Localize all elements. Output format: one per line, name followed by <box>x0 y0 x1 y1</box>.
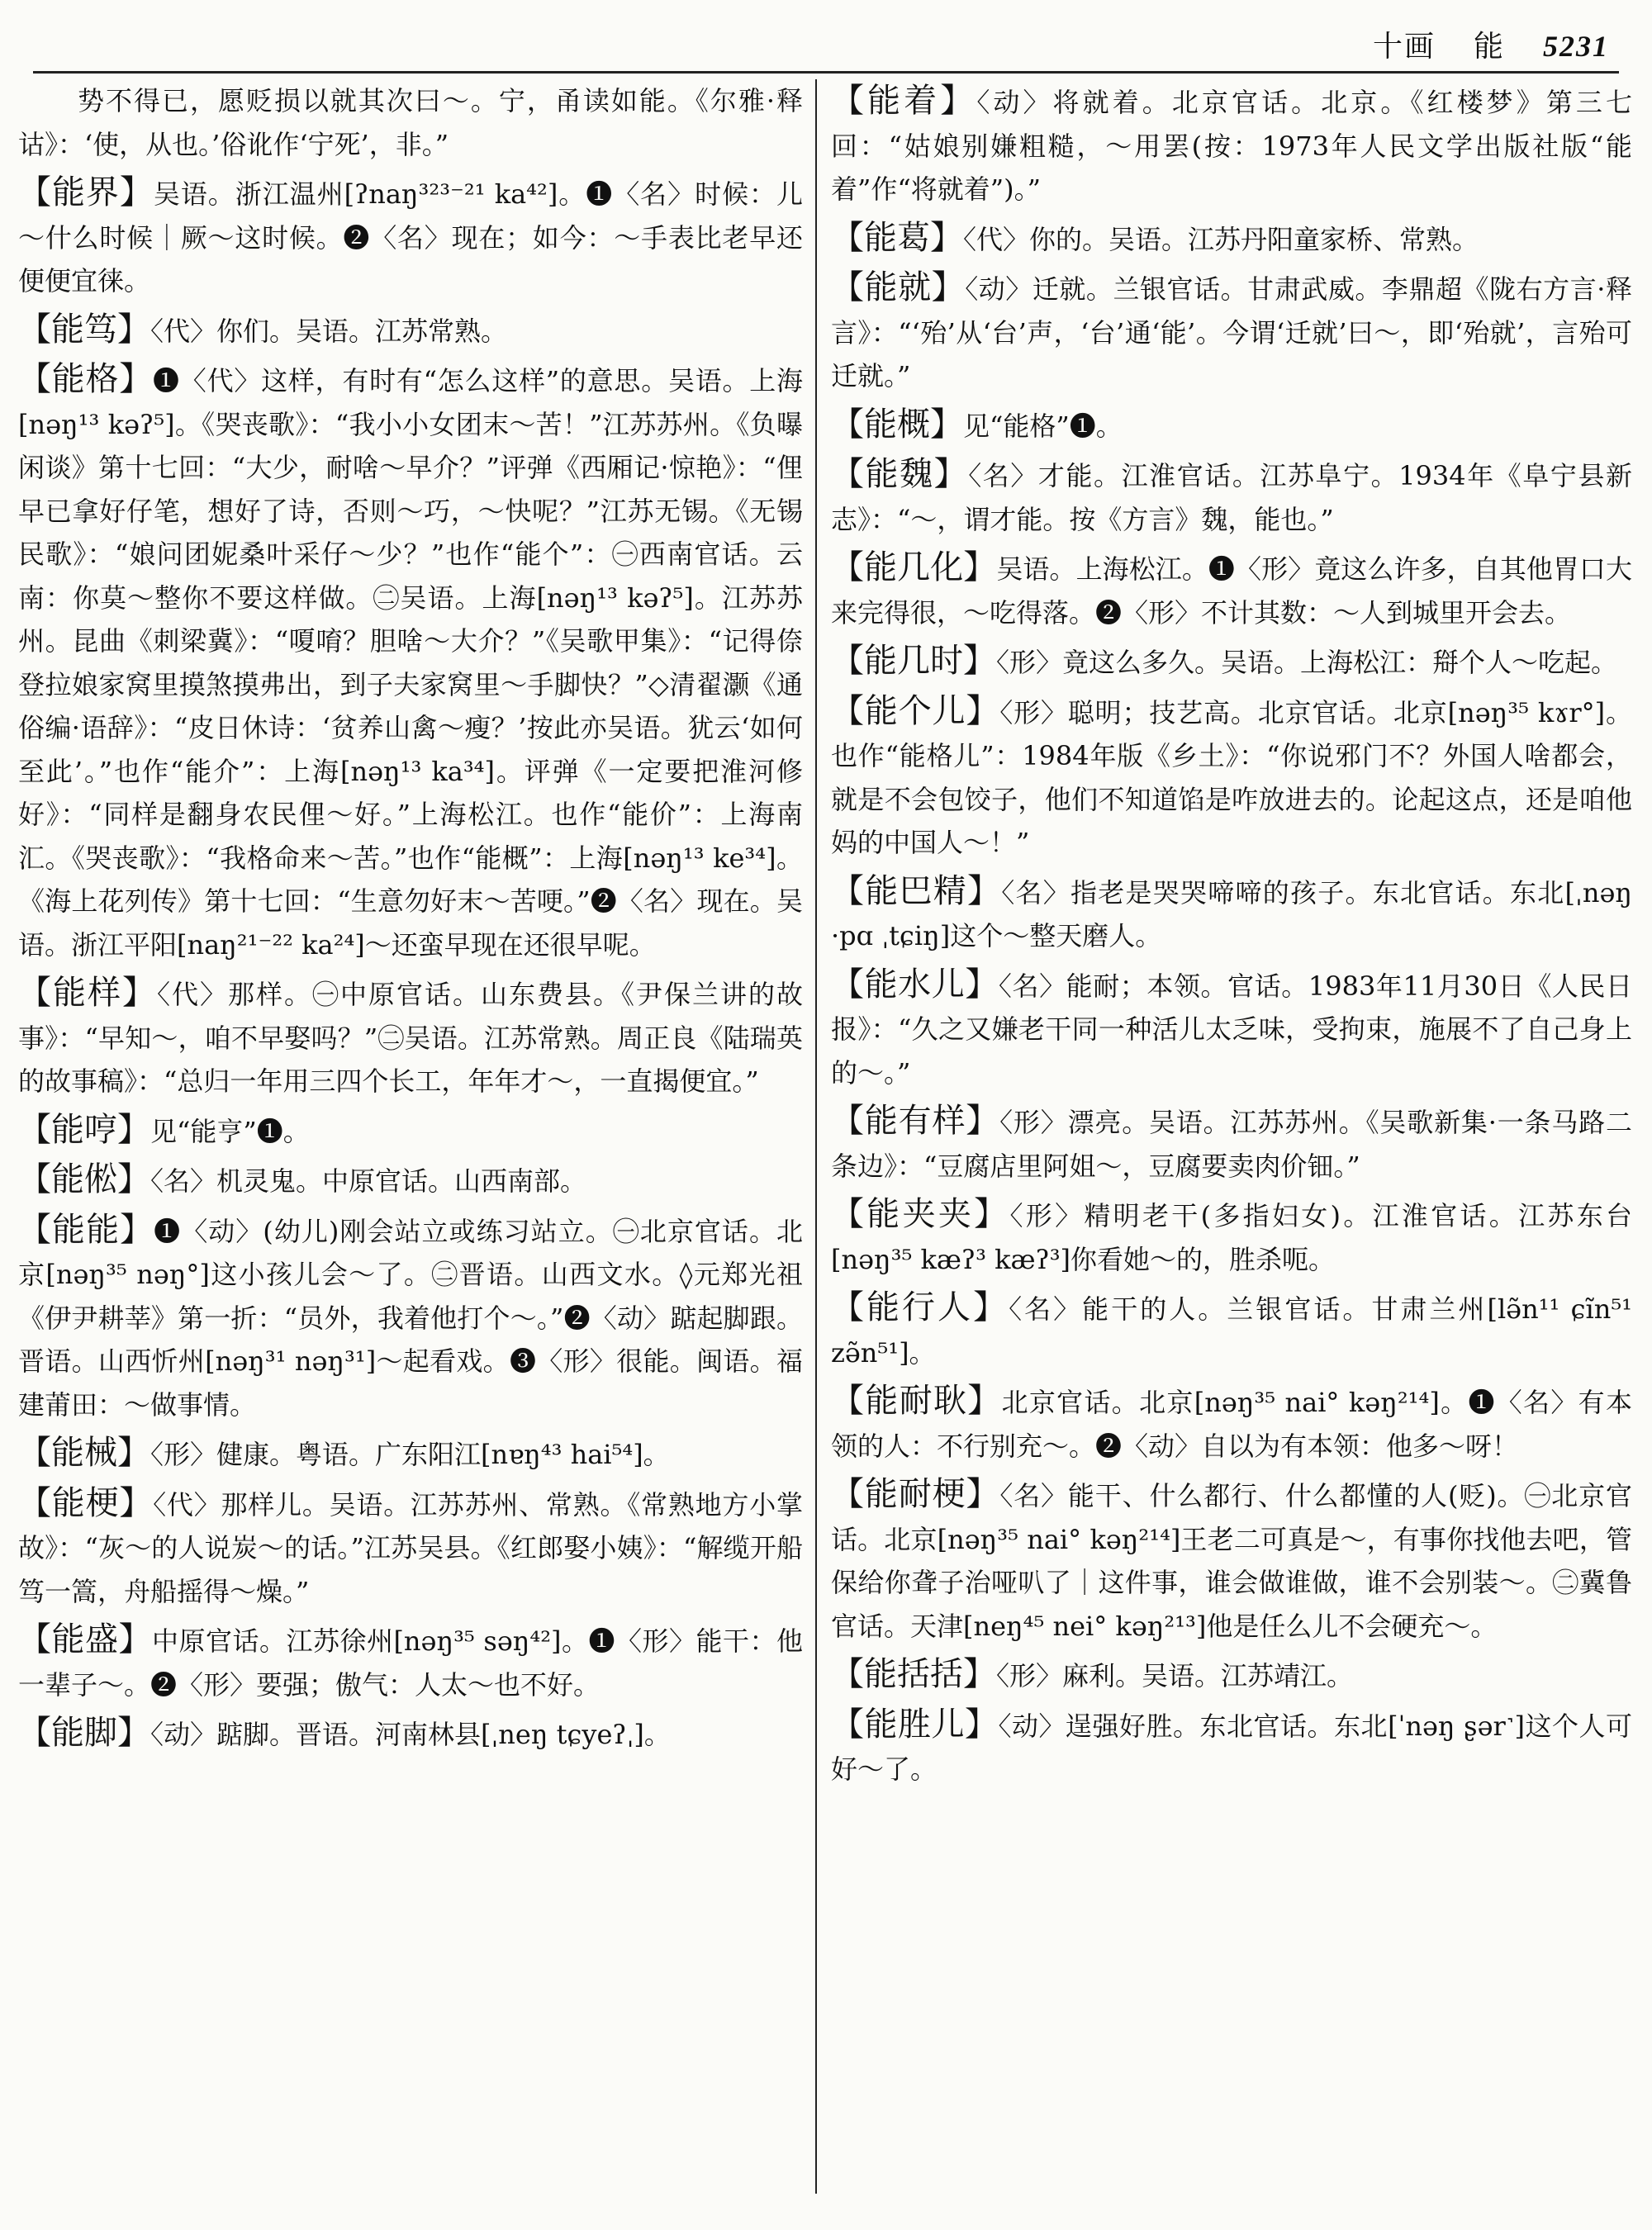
headword: 【能样】 <box>18 974 157 1012</box>
headword: 【能括括】 <box>831 1655 996 1693</box>
entry-neng-ji-shi: 【能几时】〈形〉竟这么多久。吴语。上海松江：搿个人～吃起。 <box>831 642 1618 680</box>
headword: 【能梗】 <box>18 1483 154 1522</box>
header-character: 能 <box>1473 30 1505 64</box>
entry-neng-sheng: 【能盛】中原官话。江苏徐州[nəŋ³⁵ səŋ⁴²]。❶〈形〉能干：他一辈子～。❷〈形〉要强；傲气：人太～也不好。 <box>18 1620 803 1701</box>
headword: 【能能】 <box>18 1210 154 1249</box>
page-header <box>1373 23 1609 64</box>
entry-neng-nai-geng-b: 【能耐梗】〈名〉能干、什么都行、什么都懂的人(贬)。㊀北京官话。北京[nəŋ³⁵ nai° kəŋ²¹⁴]王老二可真是～，有事你找他去吧，管保给你聋子治哑叭了｜这件事，谁会做谁做，谁不会别装～。㊁冀鲁官话。天津[neŋ⁴⁵ nei° kəŋ²¹³]他是任么儿不会硬充～。 <box>831 1475 1632 1642</box>
headword: 【能就】 <box>831 268 966 306</box>
left-column <box>18 79 803 2210</box>
section-label: 十画 <box>1372 30 1436 64</box>
entry-neng-kuo-kuo: 【能括括】〈形〉麻利。吴语。江苏靖江。 <box>831 1655 1354 1693</box>
headword: 【能几时】 <box>831 642 996 680</box>
headword: 【能概】 <box>831 405 963 444</box>
entry-neng-jie: 【能界】吴语。浙江温州[ʔnaŋ³²³⁻²¹ ka⁴²]。❶〈名〉时候：儿～什么时候｜厥～这时候。❷〈名〉现在；如今：～手表比老早还便便宜徕。 <box>18 173 803 297</box>
headword: 【能耐耿】 <box>831 1382 1002 1420</box>
entry-neng-ge-er: 【能个儿】〈形〉聪明；技艺高。北京官话。北京[nəŋ³⁵ kɤr°]。也作“能格儿”：1984年版《乡土》：“你说邪门不？外国人啥都会，就是不会包饺子，他们不知道馅是咋放进去的。论起这点，还是咱他妈的中国人～！” <box>831 691 1632 858</box>
entry-neng-yang: 【能样】〈代〉那样。㊀中原官话。山东费县。《尹保兰讲的故事》：“早知～，咱不早娶吗？”㊁吴语。江苏常熟。周正良《陆瑞英的故事稿》：“总归一年用三四个长工，年年才～，一直揭便宜。” <box>18 974 803 1097</box>
entry-neng-ge-ni: 【能葛】〈代〉你的。吴语。江苏丹阳童家桥、常熟。 <box>831 218 1479 257</box>
headword: 【能胜儿】 <box>831 1705 999 1744</box>
entry-neng-ji-hua: 【能几化】吴语。上海松江。❶〈形〉竟这么许多，自其他胃口大来完得很，～吃得落。❷〈形〉不计其数：～人到城里开会去。 <box>831 548 1632 629</box>
headword: 【能脚】 <box>18 1714 150 1752</box>
entry-neng-du: 【能笃】〈代〉你们。吴语。江苏常熟。 <box>18 310 508 349</box>
entry-neng-jiu: 【能就】〈动〉迁就。兰银官话。甘肃武威。李鼎超《陇右方言·释言》：“‘殆’从‘台’声，‘台’通‘能’。今谓‘迁就’曰～，即‘殆就’，言殆可迁就。” <box>831 268 1632 391</box>
headword: 【能界】 <box>18 173 154 211</box>
entry-neng-neng: 【能能】❶〈动〉(幼儿)刚会站立或练习站立。㊀北京官话。北京[nəŋ³⁵ nəŋ°]这小孩儿会～了。㊁晋语。山西文水。◊元郑光祖《伊尹耕莘》第一折：“员外，我着他打个～。”❷〈动〉踮起脚跟。晋语。山西忻州[nəŋ³¹ nəŋ³¹]～起看戏。❸〈形〉很能。闽语。福建莆田：～做事情。 <box>18 1210 803 1421</box>
headword: 【能水儿】 <box>831 965 999 1004</box>
page-number: 5231 <box>1543 30 1609 63</box>
header-rule <box>33 71 1619 74</box>
entry-neng-sheng-er: 【能胜儿】〈动〉逞强好胜。东北官话。东北[ˈnəŋ ʂər˺]这个人可好～了。 <box>831 1705 1632 1785</box>
entry-neng-zhe: 【能着】〈动〉将就着。北京官话。北京。《红楼梦》第三七回：“姑娘别嫌粗糙，～用罢(按：1973年人民文学出版社版“能着”作“将就着”)。” <box>831 82 1632 205</box>
headword: 【能械】 <box>18 1434 150 1472</box>
headword: 【能笃】 <box>18 310 150 349</box>
headword: 【能有样】 <box>831 1102 1000 1140</box>
column-divider <box>815 79 817 2194</box>
entry-neng-geng: 【能梗】〈代〉那样儿。吴语。江苏苏州、常熟。《常熟地方小掌故》：“灰～的人说炭～的话。”江苏吴县。《红郎娶小姨》：“解缆开船笃一篙，舟船摇得～燥。” <box>18 1483 803 1607</box>
entry-neng-jia-jia: 【能夹夹】〈形〉精明老干(多指妇女)。江淮官话。江苏东台[nəŋ³⁵ kæʔ³ kæʔ³]你看她～的，胜杀呃。 <box>831 1195 1632 1275</box>
headword: 【能格】 <box>18 360 154 398</box>
entry-neng-ba-jing: 【能巴精】〈名〉指老是哭哭啼啼的孩子。东北官话。东北[ˌnəŋ ·pɑ ˌtɕiŋ]这个～整天磨人。 <box>831 871 1632 951</box>
entry-neng-you-yang: 【能有样】〈形〉漂亮。吴语。江苏苏州。《吴歌新集·一条马路二条边》：“豆腐店里阿姐～，豆腐要卖肉价钿。” <box>831 1102 1632 1182</box>
entry-neng-heng: 【能哼】见“能亨”❶。 <box>18 1110 310 1149</box>
headword: 【能哼】 <box>18 1110 150 1149</box>
entry-neng-nai-geng-a: 【能耐耿】北京官话。北京[nəŋ³⁵ nai° kəŋ²¹⁴]。❶〈名〉有本领的人：不行别充～。❷〈动〉自以为有本领：他多～呀！ <box>831 1382 1632 1462</box>
entry-neng-wei: 【能魏】〈名〉才能。江淮官话。江苏阜宁。1934年《阜宁县新志》：“～，谓才能。按《方言》魏，能也。” <box>831 455 1632 535</box>
entry-neng-xie: 【能械】〈形〉健康。粤语。广东阳江[nɐŋ⁴³ hai⁵⁴]。 <box>18 1434 670 1472</box>
headword: 【能几化】 <box>831 548 997 586</box>
entry-neng-jiao: 【能脚】〈动〉踮脚。晋语。河南林县[ˌneŋ tɕyeʔˌ]。 <box>18 1714 671 1752</box>
continued-entry: 势不得已，愿贬损以就其次曰～。宁，甬读如能。《尔雅·释诂》：‘使，从也。’俗讹作‘宁死’，非。” <box>18 85 803 160</box>
headword: 【能夹夹】 <box>831 1195 1010 1233</box>
headword: 【能着】 <box>831 82 977 120</box>
entry-neng-xing-ren: 【能行人】〈名〉能干的人。兰银官话。甘肃兰州[lə̃n¹¹ ɕĩn⁵¹ zə̃n⁵¹]。 <box>831 1288 1632 1369</box>
headword: 【能个儿】 <box>831 691 1000 730</box>
headword: 【能行人】 <box>831 1288 1009 1326</box>
right-column <box>831 79 1632 2210</box>
entry-neng-gai: 【能概】见“能格”❶。 <box>831 405 1123 444</box>
headword: 【能倯】 <box>18 1160 150 1198</box>
headword: 【能巴精】 <box>831 871 1002 910</box>
entry-neng-shui-er: 【能水儿】〈名〉能耐；本领。官话。1983年11月30日《人民日报》：“久之又嫌老干同一种活儿太乏味，受拘束，施展不了自己身上的～。” <box>831 965 1632 1089</box>
headword: 【能耐梗】 <box>831 1475 1000 1513</box>
headword: 【能葛】 <box>831 218 963 257</box>
headword: 【能盛】 <box>18 1620 152 1658</box>
entry-neng-song: 【能倯】〈名〉机灵鬼。中原官话。山西南部。 <box>18 1160 587 1198</box>
headword: 【能魏】 <box>831 455 969 493</box>
entry-neng-ge: 【能格】❶〈代〉这样，有时有“怎么这样”的意思。吴语。上海[nəŋ¹³ kəʔ⁵]。《哭丧歌》：“我小小女团末～苦！”江苏苏州。《负曝闲谈》第十七回：“大少，耐啥～早介？”评弹《西厢记·惊艳》：“俚早已拿好仔笔，想好了诗，否则～巧，～快呢？”江苏无锡。《无锡民歌》：“娘问团妮桑叶采仔～少？”也作“能个”：㊀西南官话。云南：你莫～整你不要这样做。㊁吴语。上海[nəŋ¹³ kəʔ⁵]。江苏苏州。昆曲《刺梁冀》：“嗄唷？胆啥～大介？”《吴歌甲集》：“记得倷登拉娘家窝里摸煞摸弗出，到子夫家窝里～手脚快？”◇清翟灏《通俗编·语辞》：“皮日休诗：‘贫养山禽～瘦？’按此亦吴语。犹云‘如何至此’。”也作“能介”：上海[nəŋ¹³ ka³⁴]。评弹《一定要把淮河修好》：“同样是翻身农民俚～好。”上海松江。也作“能价”：上海南汇。《哭丧歌》：“我格命来～苦。”也作“能概”：上海[nəŋ¹³ ke³⁴]。《海上花列传》第十七回：“生意勿好末～苦哽。”❷〈名〉现在。吴语。浙江平阳[naŋ²¹⁻²² ka²⁴]～还蛮早现在还很早呢。 <box>18 360 803 961</box>
